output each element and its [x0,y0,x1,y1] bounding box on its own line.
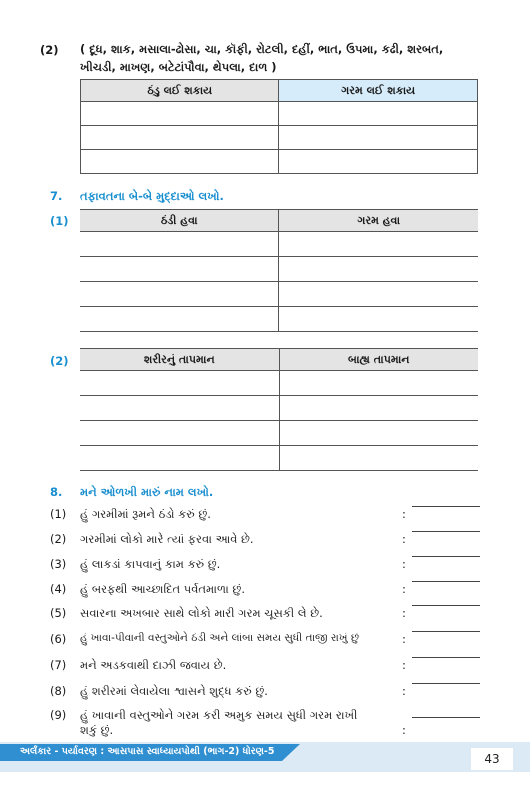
colon: : [402,723,406,737]
q7-sub1-number: (1) [50,214,69,228]
colon: : [402,507,406,521]
answer-line[interactable] [412,530,480,532]
answer-cell[interactable] [279,282,478,307]
page-number: 43 [471,748,513,770]
header-outside-temp: બાહ્ય તાપમાન [279,349,478,371]
header-hot-air: ગરમ હવા [279,210,478,232]
item-number: (8) [50,684,67,698]
answer-line[interactable] [412,555,480,557]
colon: : [402,582,406,596]
answer-line[interactable] [412,604,480,606]
item-number: (9) [50,708,67,722]
item-text: ગરમીમાં લોકો મારે ત્યાં ફરવા આવે છે. [80,532,254,546]
colon: : [402,684,406,698]
q7-sub2-number: (2) [50,354,69,368]
answer-line[interactable] [412,630,480,632]
answer-cell[interactable] [80,282,279,307]
item-text: હું ખાવા-પીવાની વસ્તુઓને ઠંડી અને લાંબા સમય સુધી તાજી રાખું છું [80,632,359,644]
answer-cell[interactable] [80,371,279,396]
item-number: (4) [50,582,67,596]
header-body-temp: શરીરનું તાપમાન [80,349,279,371]
q8-number: 8. [50,485,63,499]
item-text: હું ગરમીમાં રૂમને ઠંડો કરું છું. [80,507,211,521]
list-item [50,658,480,676]
item-text-line1: હું ખાવાની વસ્તુઓને ગરમ કરી અમુક સમય સુધી ગરમ રાખી [80,708,358,722]
item-text: હું શરીરમાં લેવાયેલા શ્વાસને શુદ્ધ કરું છું. [80,684,268,698]
answer-cell[interactable] [279,126,478,150]
answer-cell[interactable] [279,396,478,421]
header-cold-air: ઠંડી હવા [80,210,279,232]
header-hot: ગરમ લઈ શકાય [279,80,478,102]
answer-cell[interactable] [279,257,478,282]
answer-cell[interactable] [279,232,478,257]
answer-cell[interactable] [80,232,279,257]
answer-cell[interactable] [81,126,279,150]
footer-title: અર્લંકાર - પર્યાવરણ : આસપાસ સ્વાધ્યાયપોથી (ભાગ-2) ધોરણ-5 [20,746,275,757]
colon: : [402,606,406,620]
q7-number: 7. [50,189,63,203]
item-text: હું બરફથી આચ્છાદિત પર્વતમાળા છું. [80,582,245,596]
q8-title: મને ઓળખી મારું નામ લખો. [80,485,214,499]
answer-cell[interactable] [279,421,478,446]
item-text: સવારના અખબાર સાથે લોકો મારી ગરમ ચૂસકી લે છે. [80,606,323,620]
list-item [50,557,480,575]
answer-cell[interactable] [80,446,279,471]
answer-cell[interactable] [80,257,279,282]
colon: : [402,632,406,646]
list-item [50,684,480,702]
item-text-line2: શકું છું. [80,723,114,737]
hot-cold-food-table [80,79,478,174]
list-item [50,532,480,550]
answer-line[interactable] [412,656,480,658]
answer-cell[interactable] [279,307,478,332]
answer-cell[interactable] [81,102,279,126]
answer-cell[interactable] [279,102,478,126]
item-text: મને અડકવાથી દાઝી જવાય છે. [80,658,227,672]
list-item [50,606,480,624]
colon: : [402,658,406,672]
item-number: (5) [50,606,67,620]
list-item [50,507,480,525]
answer-line[interactable] [412,682,480,684]
colon: : [402,557,406,571]
answer-cell[interactable] [279,150,478,174]
air-table [80,209,478,332]
answer-cell[interactable] [80,421,279,446]
answer-cell[interactable] [279,446,478,471]
q2-number: (2) [40,43,59,57]
answer-line[interactable] [412,505,480,507]
q7-title: તફાવતના બે-બે મુદ્દાઓ લખો. [80,189,224,203]
answer-cell[interactable] [279,371,478,396]
colon: : [402,532,406,546]
item-number: (2) [50,532,67,546]
answer-cell[interactable] [80,396,279,421]
answer-cell[interactable] [81,150,279,174]
list-item [50,632,480,650]
item-text: હું લાકડાં કાપવાનું કામ કરું છું. [80,557,221,571]
header-cold: ઠંડુ લઈ શકાય [81,80,279,102]
item-number: (6) [50,632,67,646]
list-item [50,708,480,742]
item-number: (1) [50,507,67,521]
item-number: (3) [50,557,67,571]
q2-line2: ખીચડી, માખણ, બટેટાંપૌવા, થેપલા, દાળ ) [80,60,277,74]
answer-line[interactable] [412,580,480,582]
temperature-table [80,348,478,471]
answer-line[interactable] [412,716,480,718]
q2-line1: ( દૂધ, શાક, મસાલા-ઢોસા, ચા, કૉફી, રોટલી, દહીં, ભાત, ઉપમા, કઢી, શરબત, [80,42,444,56]
list-item [50,582,480,600]
bottom-margin [0,772,530,795]
answer-cell[interactable] [80,307,279,332]
item-number: (7) [50,658,67,672]
